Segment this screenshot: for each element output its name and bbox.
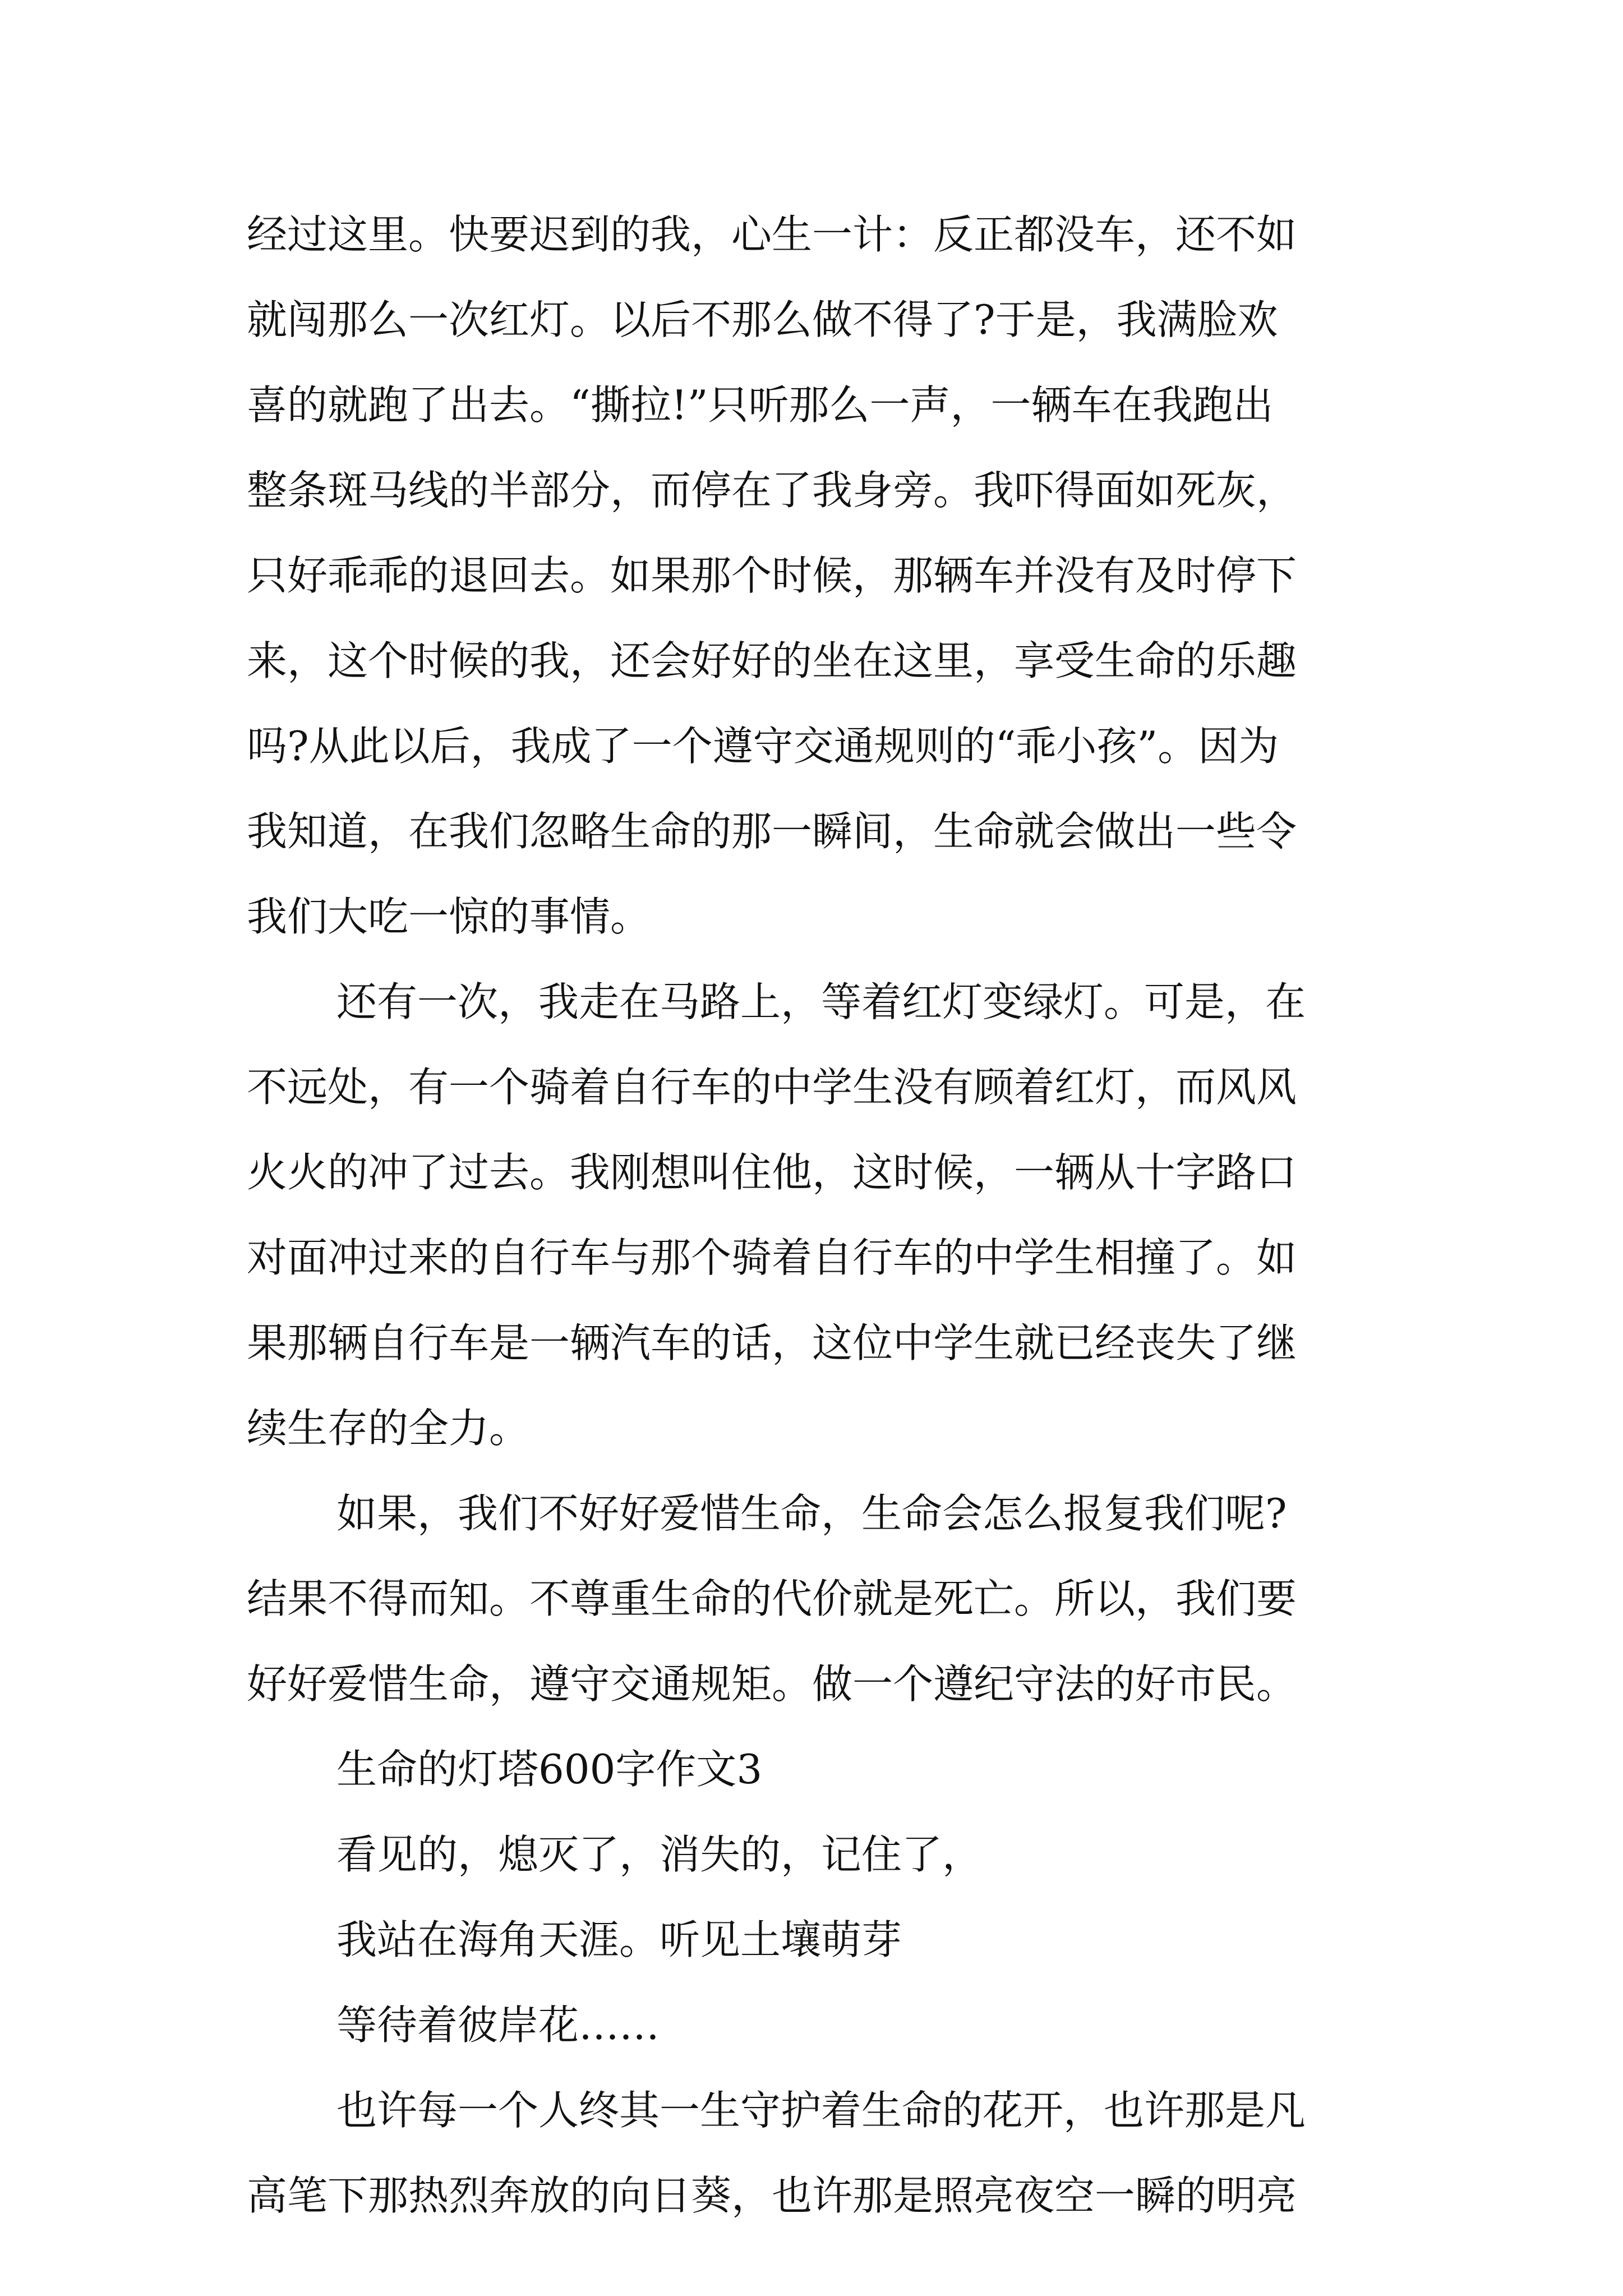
poem-line: 我站在海角天涯。听见土壤萌芽 (336, 1916, 902, 1963)
text-line: 来，这个时候的我，还会好好的坐在这里，享受生命的乐趣 (247, 637, 1297, 684)
text-line: 高笔下那热烈奔放的向日葵，也许那是照亮夜空一瞬的明亮 (247, 2172, 1297, 2219)
text-line: 喜的就跑了出去。“撕拉!”只听那么一声，一辆车在我跑出 (247, 381, 1274, 429)
poem-line: 看见的，熄灭了，消失的，记住了， (336, 1831, 983, 1878)
text-line: 整条斑马线的半部分，而停在了我身旁。我吓得面如死灰， (247, 467, 1297, 514)
text-line: 结果不得而知。不尊重生命的代价就是死亡。所以，我们要 (247, 1575, 1297, 1622)
poem-line: 等待着彼岸花…… (336, 2001, 660, 2049)
text-line: 火火的冲了过去。我刚想叫住他，这时候，一辆从十字路口 (247, 1149, 1297, 1196)
text-line: 好好爱惜生命，遵守交通规矩。做一个遵纪守法的好市民。 (247, 1660, 1297, 1708)
text-line: 就闯那么一次红灯。以后不那么做不得了?于是，我满脸欢 (247, 296, 1278, 343)
text-line: 吗?从此以后，我成了一个遵守交通规则的“乖小孩”。因为 (247, 723, 1279, 770)
text-line: 我知道，在我们忽略生命的那一瞬间，生命就会做出一些令 (247, 808, 1297, 855)
text-line: 不远处，有一个骑着自行车的中学生没有顾着红灯，而风风 (247, 1064, 1297, 1111)
paragraph-start-line: 还有一次，我走在马路上，等着红灯变绿灯。可是，在 (336, 978, 1306, 1025)
text-line: 果那辆自行车是一辆汽车的话，这位中学生就已经丧失了继 (247, 1319, 1297, 1366)
text-line: 我们大吃一惊的事情。 (247, 893, 651, 940)
text-line: 经过这里。快要迟到的我，心生一计：反正都没车，还不如 (247, 211, 1297, 258)
paragraph-start-line: 如果，我们不好好爱惜生命，生命会怎么报复我们呢? (336, 1490, 1287, 1537)
text-line: 续生存的全力。 (247, 1405, 530, 1452)
paragraph-start-line: 也许每一个人终其一生守护着生命的花开，也许那是凡 (336, 2087, 1306, 2134)
text-line: 对面冲过来的自行车与那个骑着自行车的中学生相撞了。如 (247, 1234, 1297, 1281)
section-heading: 生命的灯塔600字作文3 (336, 1746, 763, 1793)
text-line: 只好乖乖的退回去。如果那个时候，那辆车并没有及时停下 (247, 552, 1297, 599)
